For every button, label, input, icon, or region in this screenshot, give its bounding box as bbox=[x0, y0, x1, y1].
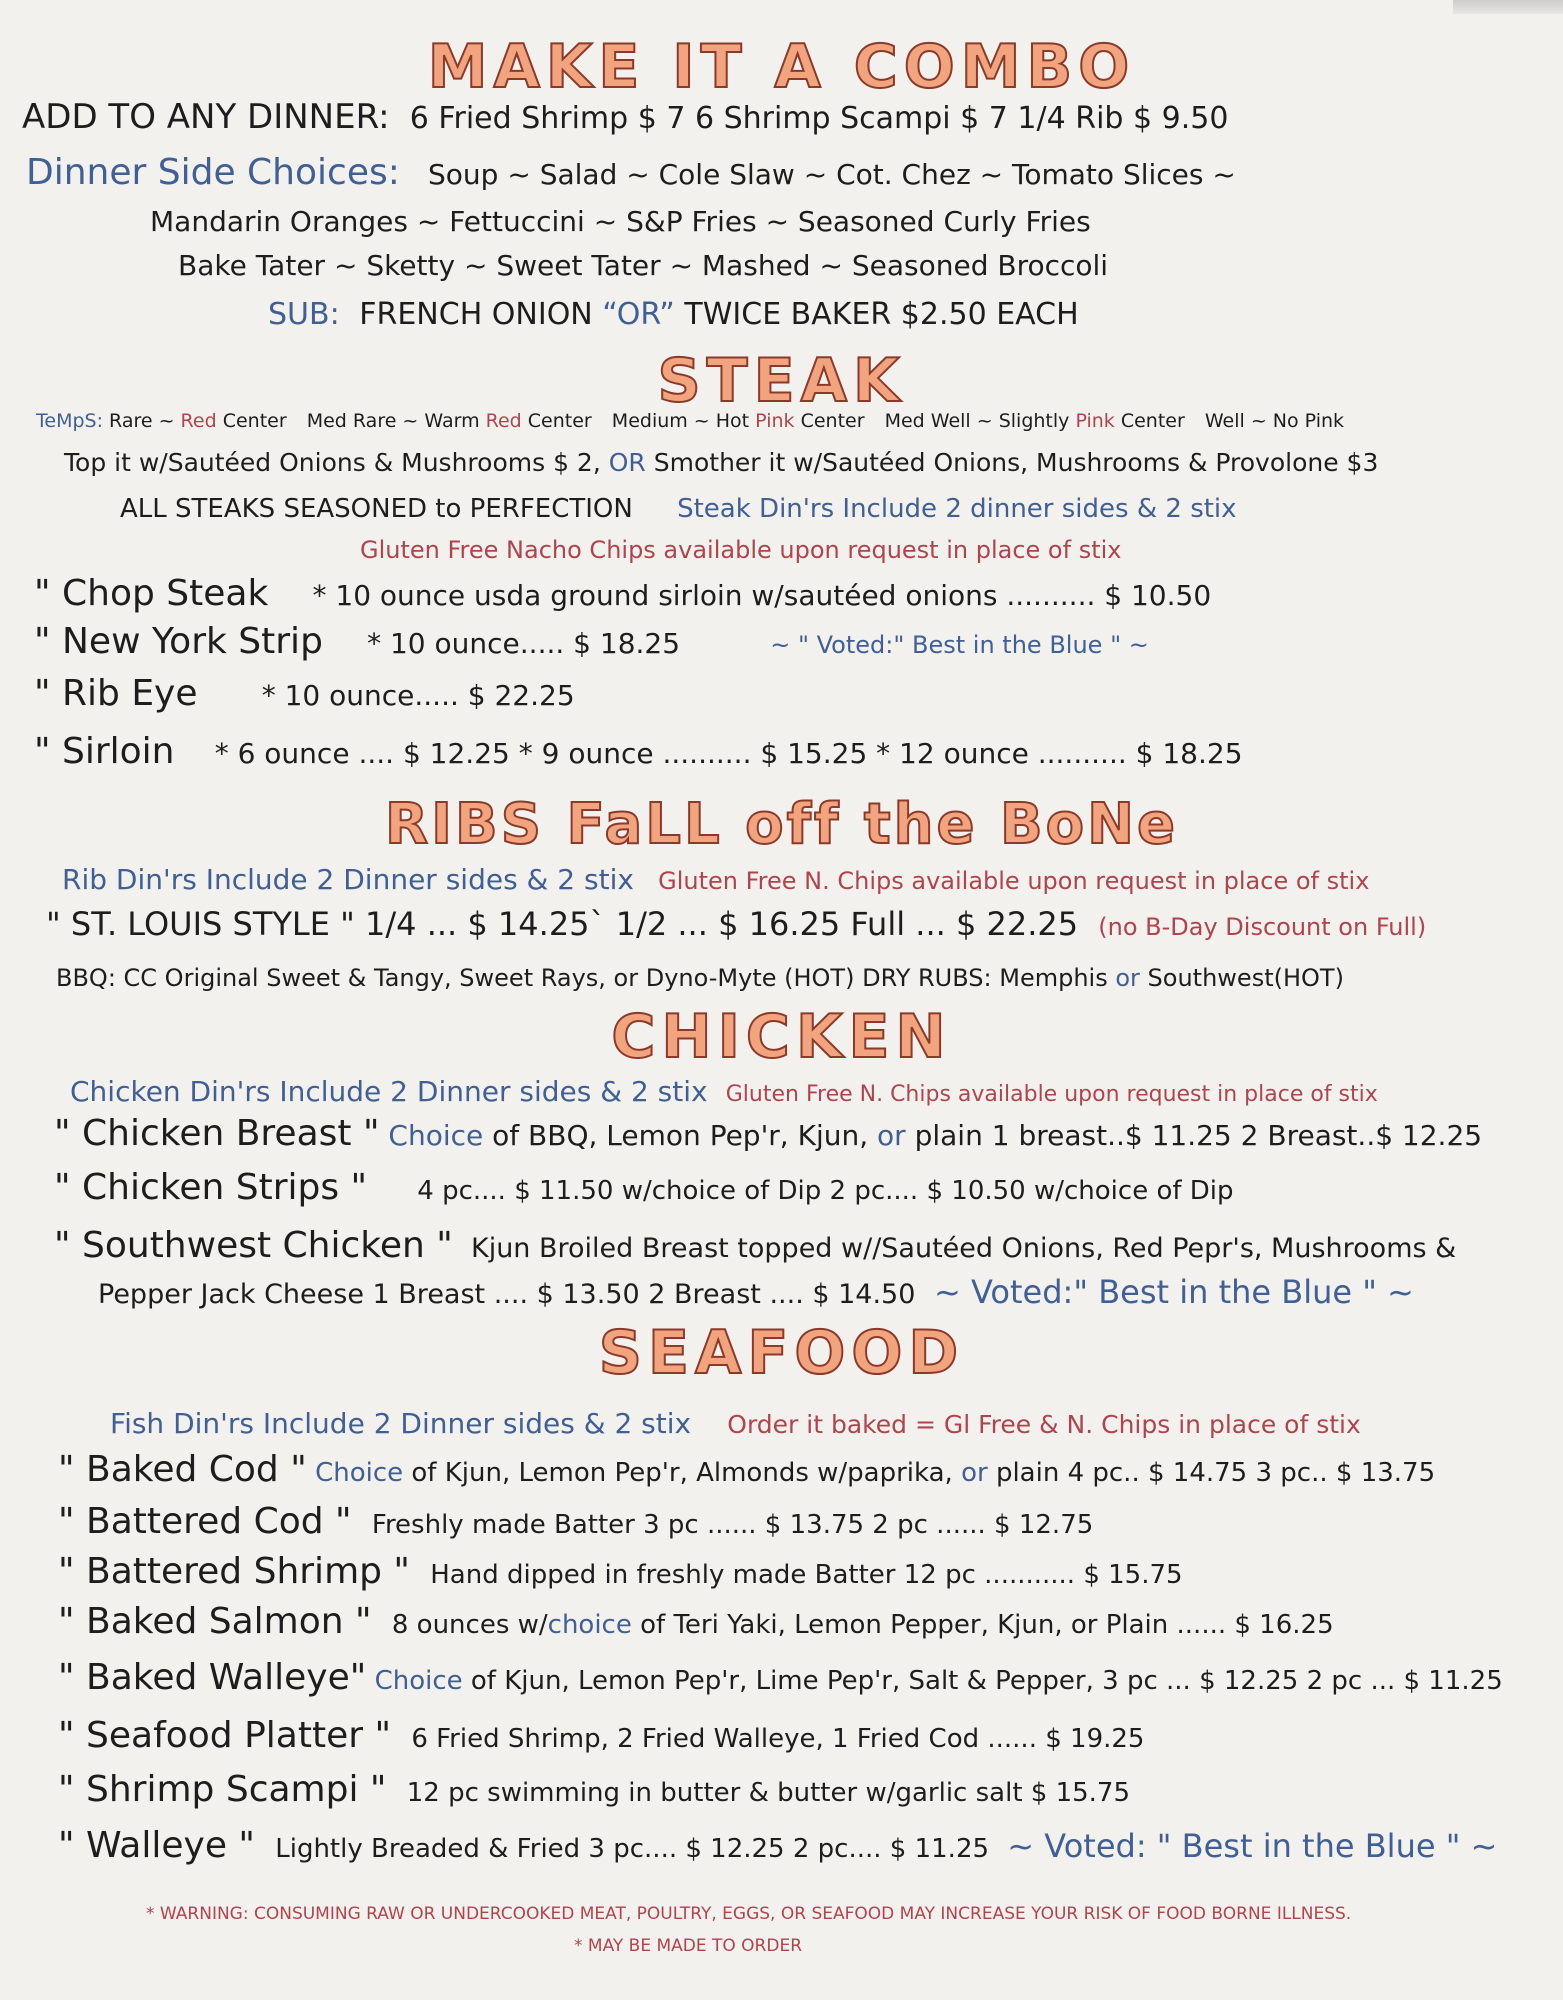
item-name: " Chop Steak bbox=[34, 573, 269, 614]
item-name: " Southwest Chicken " bbox=[54, 1225, 453, 1266]
bbq-b: Southwest(HOT) bbox=[1147, 964, 1344, 992]
item-name: " Chicken Breast " bbox=[54, 1113, 380, 1154]
item-name: " Baked Walleye" bbox=[58, 1657, 367, 1698]
item-battered-cod bbox=[58, 1501, 1094, 1542]
item-name: " Chicken Strips " bbox=[54, 1167, 368, 1208]
item-desc: of Kjun, Lemon Pep'r, Lime Pep'r, Salt & Pepper, 3 pc ... $ 12.25 2 pc ... $ 11.25 bbox=[470, 1666, 1503, 1696]
item-shrimp-scampi bbox=[58, 1769, 1131, 1810]
choice-word: Choice bbox=[374, 1666, 463, 1696]
item-rib-eye bbox=[34, 673, 575, 714]
seafood-order-note: Order it baked = Gl Free & N. Chips in place of stix bbox=[727, 1410, 1361, 1439]
topit-or: OR bbox=[608, 448, 646, 477]
item-desc: * 10 ounce..... $ 18.25 bbox=[367, 627, 681, 660]
sides-text-1: Soup ~ Salad ~ Cole Slaw ~ Cot. Chez ~ Tomato Slices ~ bbox=[428, 158, 1236, 191]
or-word: or bbox=[877, 1119, 906, 1152]
item-desc-a: 8 ounces w/ bbox=[391, 1610, 548, 1640]
item-chop-steak bbox=[34, 573, 1212, 614]
item-desc-b: plain 4 pc.. $ 14.75 3 pc.. $ 13.75 bbox=[995, 1458, 1436, 1488]
made-to-order-text: * MAY BE MADE TO ORDER bbox=[574, 1936, 803, 1956]
chicken-includes: Chicken Din'rs Include 2 Dinner sides & 2 stix bbox=[70, 1075, 708, 1108]
voted-note: ~ " Voted:" Best in the Blue " ~ bbox=[770, 631, 1149, 659]
item-desc: * 10 ounce..... $ 22.25 bbox=[261, 679, 575, 712]
steak-title: STEAK bbox=[657, 346, 906, 416]
add-items: 6 Fried Shrimp $ 7 6 Shrimp Scampi $ 7 1/4 Rib $ 9.50 bbox=[409, 101, 1229, 136]
add-label: ADD TO ANY DINNER: bbox=[22, 97, 390, 137]
item-chicken-breast bbox=[54, 1113, 1483, 1154]
sides-line-3: Bake Tater ~ Sketty ~ Sweet Tater ~ Mashed ~ Seasoned Broccoli bbox=[178, 249, 1109, 282]
item-name: " Shrimp Scampi " bbox=[58, 1769, 387, 1810]
bbq-or: or bbox=[1115, 964, 1140, 992]
sides-label: Dinner Side Choices: bbox=[26, 152, 400, 193]
ribs-title: RIBS FaLL off the BoNe bbox=[385, 792, 1178, 857]
item-desc: * 6 ounce .... $ 12.25 * 9 ounce .......... $ 15.25 * 12 ounce .......... $ 18.25 bbox=[214, 737, 1243, 770]
sub-text-b: TWICE BAKER $2.50 EACH bbox=[684, 297, 1079, 332]
item-sirloin bbox=[34, 731, 1243, 772]
item-baked-walleye bbox=[58, 1657, 1503, 1698]
or-word: or bbox=[961, 1458, 988, 1488]
chicken-gluten: Gluten Free N. Chips available upon request in place of stix bbox=[725, 1082, 1378, 1107]
item-desc-a: of BBQ, Lemon Pep'r, Kjun, bbox=[492, 1119, 869, 1152]
item-desc-a: of Kjun, Lemon Pep'r, Almonds w/paprika, bbox=[411, 1458, 953, 1488]
seafood-includes: Fish Din'rs Include 2 Dinner sides & 2 stix bbox=[110, 1407, 692, 1440]
topit-b: Smother it w/Sautéed Onions, Mushrooms & Provolone $3 bbox=[653, 448, 1379, 477]
item-name: " Sirloin bbox=[34, 731, 175, 772]
item-name: " Seafood Platter " bbox=[58, 1715, 392, 1756]
item-desc: 4 pc.... $ 11.50 w/choice of Dip 2 pc.... $ 10.50 w/choice of Dip bbox=[417, 1176, 1234, 1206]
sub-label: SUB: bbox=[268, 297, 340, 332]
item-desc: Lightly Breaded & Fried 3 pc.... $ 12.25 2 pc.... $ 11.25 bbox=[275, 1834, 990, 1864]
item-name: " New York Strip bbox=[34, 621, 323, 662]
southwest-prices: Pepper Jack Cheese 1 Breast .... $ 13.50 2 Breast .... $ 14.50 bbox=[98, 1279, 916, 1310]
item-southwest-chicken bbox=[54, 1225, 1457, 1266]
steak-gluten: Gluten Free Nacho Chips available upon request in place of stix bbox=[360, 536, 1122, 564]
seafood-title: SEAFOOD bbox=[598, 1318, 965, 1388]
ribs-includes: Rib Din'rs Include 2 Dinner sides & 2 stix bbox=[62, 863, 634, 896]
bbq-a: BBQ: CC Original Sweet & Tangy, Sweet Rays, or Dyno-Myte (HOT) DRY RUBS: Memphis bbox=[56, 964, 1108, 992]
item-walleye bbox=[58, 1825, 1498, 1866]
chicken-title: CHICKEN bbox=[611, 1002, 952, 1072]
sub-text-a: FRENCH ONION bbox=[359, 297, 593, 332]
temp-med-well: Med Well ~ Slightly Pink Center bbox=[884, 410, 1185, 432]
ribs-style: " ST. LOUIS STYLE " 1/4 ... $ 14.25` 1/2 ... $ 16.25 Full ... $ 22.25 bbox=[46, 905, 1079, 943]
item-name: " Battered Shrimp " bbox=[58, 1551, 410, 1592]
seafood-includes-line bbox=[110, 1406, 1361, 1438]
item-desc: 6 Fried Shrimp, 2 Fried Walleye, 1 Fried Cod ...... $ 19.25 bbox=[411, 1724, 1145, 1754]
item-baked-salmon bbox=[58, 1601, 1334, 1642]
item-desc: 12 pc swimming in butter & butter w/garlic salt $ 15.75 bbox=[406, 1778, 1131, 1808]
sub-or: “OR” bbox=[602, 297, 675, 332]
temp-medium: Medium ~ Hot Pink Center bbox=[611, 410, 865, 432]
sides-line-1 bbox=[26, 152, 1236, 193]
sides-line-2: Mandarin Oranges ~ Fettuccini ~ S&P Fries ~ Seasoned Curly Fries bbox=[150, 205, 1091, 238]
item-desc: Kjun Broiled Breast topped w//Sautéed Onions, Red Pepr's, Mushrooms & bbox=[470, 1233, 1457, 1264]
item-ny-strip bbox=[34, 621, 1149, 662]
southwest-line-2 bbox=[98, 1273, 1414, 1311]
ribs-style-note: (no B-Day Discount on Full) bbox=[1098, 913, 1427, 941]
ribs-bbq-line bbox=[56, 966, 1344, 990]
combo-title: MAKE IT A COMBO bbox=[427, 32, 1136, 102]
sub-line bbox=[268, 297, 1079, 332]
chicken-includes-line bbox=[70, 1074, 1378, 1106]
item-chicken-strips bbox=[54, 1167, 1234, 1208]
item-desc: Freshly made Batter 3 pc ...... $ 13.75 2 pc ...... $ 12.75 bbox=[371, 1510, 1094, 1540]
item-desc: Hand dipped in freshly made Batter 12 pc ........... $ 15.75 bbox=[430, 1560, 1183, 1590]
seasoned-line bbox=[120, 496, 1237, 522]
topit-line bbox=[64, 450, 1378, 475]
topit-a: Top it w/Sautéed Onions & Mushrooms $ 2, bbox=[64, 448, 601, 477]
temp-med-rare: Med Rare ~ Warm Red Center bbox=[306, 410, 592, 432]
temp-well: Well ~ No Pink bbox=[1204, 410, 1345, 432]
item-name: " Baked Salmon " bbox=[58, 1601, 372, 1642]
temps-label: TeMpS: bbox=[36, 410, 103, 432]
voted-note: ~ Voted: " Best in the Blue " ~ bbox=[1007, 1827, 1498, 1865]
temps-line bbox=[36, 412, 1344, 431]
page-corner bbox=[1453, 0, 1563, 14]
item-name: " Battered Cod " bbox=[58, 1501, 352, 1542]
choice-word: Choice bbox=[315, 1458, 404, 1488]
choice-word: Choice bbox=[388, 1119, 484, 1152]
voted-note: ~ Voted:" Best in the Blue " ~ bbox=[934, 1273, 1414, 1311]
item-desc: * 10 ounce usda ground sirloin w/sautéed onions .......... $ 10.50 bbox=[312, 579, 1212, 612]
warning-text: * WARNING: CONSUMING RAW OR UNDERCOOKED MEAT, POULTRY, EGGS, OR SEAFOOD MAY INCREASE YOUR RISK OF FOOD BORNE ILLNESS. bbox=[146, 1904, 1352, 1924]
ribs-includes-line bbox=[62, 862, 1369, 894]
item-seafood-platter bbox=[58, 1715, 1145, 1756]
item-battered-shrimp bbox=[58, 1551, 1183, 1592]
item-name: " Baked Cod " bbox=[58, 1449, 307, 1490]
combo-add-line bbox=[22, 97, 1229, 137]
item-name: " Rib Eye bbox=[34, 673, 198, 714]
item-desc-b: plain 1 breast..$ 11.25 2 Breast..$ 12.25 bbox=[914, 1119, 1483, 1152]
ribs-gluten: Gluten Free N. Chips available upon request in place of stix bbox=[658, 867, 1370, 895]
steak-includes: Steak Din'rs Include 2 dinner sides & 2 stix bbox=[677, 494, 1237, 524]
steak-seasoned: ALL STEAKS SEASONED to PERFECTION bbox=[120, 494, 633, 524]
item-desc-b: of Teri Yaki, Lemon Pepper, Kjun, or Plain ...... $ 16.25 bbox=[640, 1610, 1334, 1640]
item-name: " Walleye " bbox=[58, 1825, 255, 1866]
choice-word: choice bbox=[547, 1610, 632, 1640]
ribs-style-line bbox=[46, 905, 1427, 943]
temp-rare: Rare ~ Red Center bbox=[109, 410, 287, 432]
item-baked-cod bbox=[58, 1449, 1436, 1490]
